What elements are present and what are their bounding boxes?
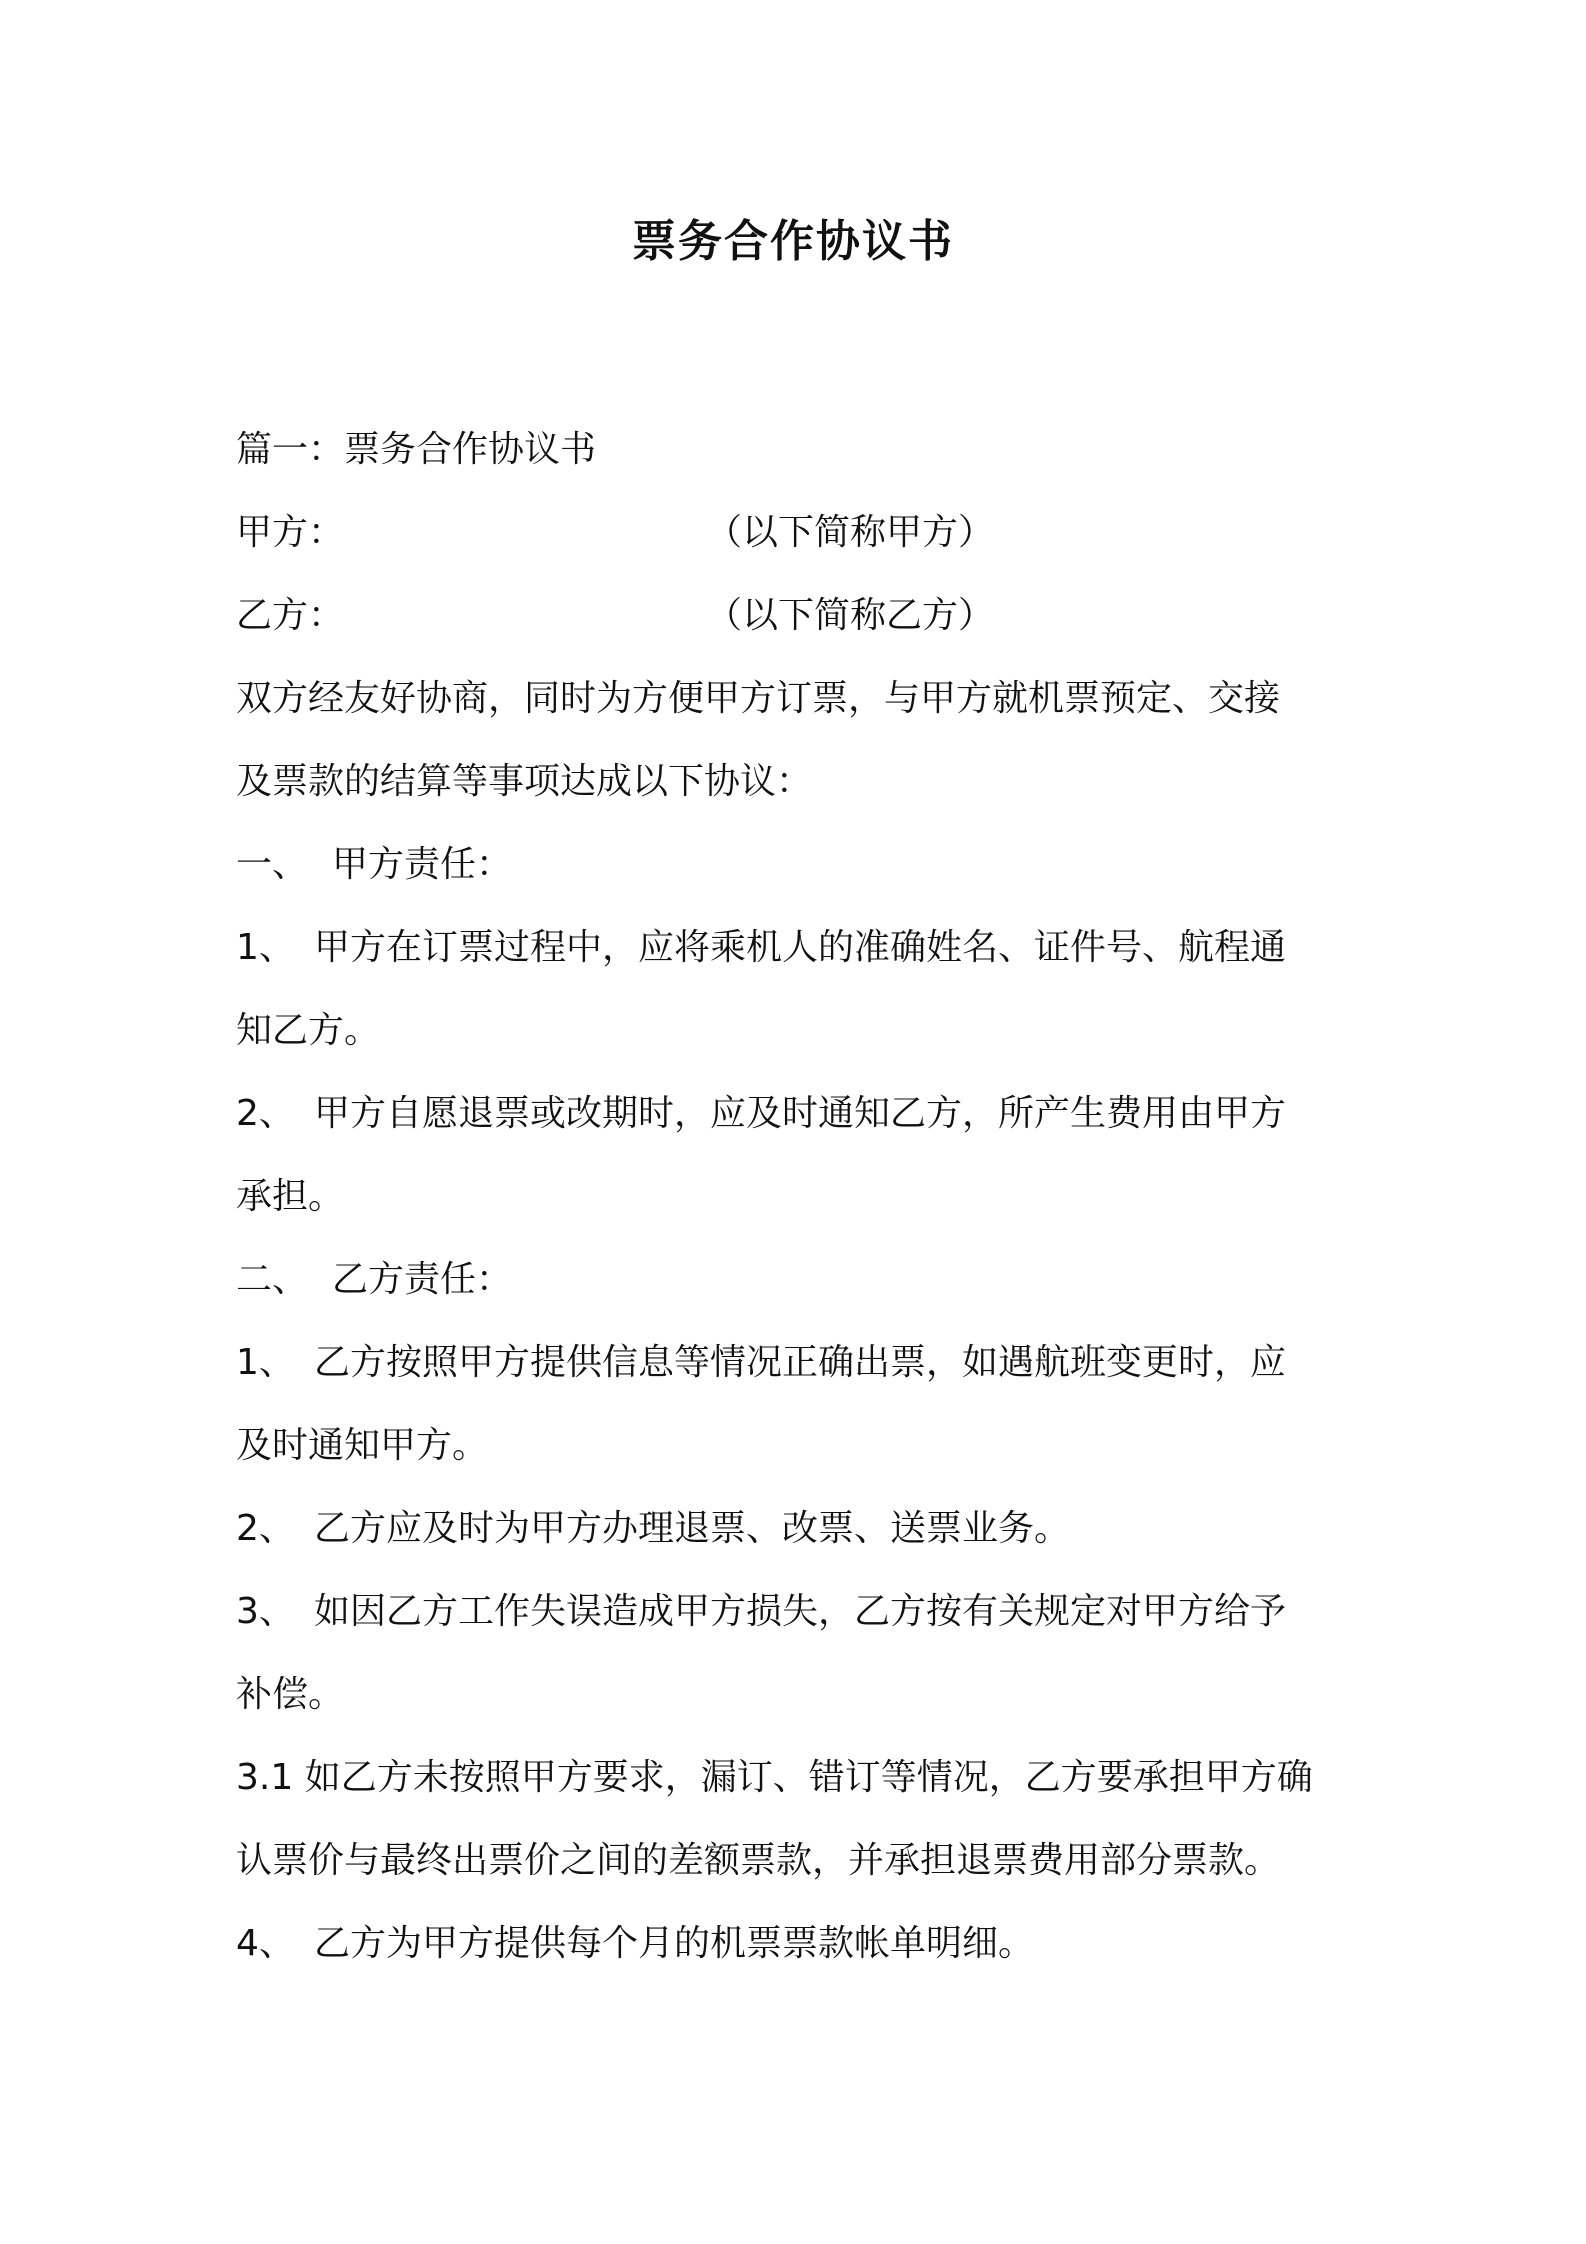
s2-item-1-number: 1、 bbox=[236, 1342, 295, 1383]
s2-item-3-line-1 bbox=[236, 1570, 1366, 1653]
s2-item-2-number: 2、 bbox=[236, 1508, 295, 1549]
intro-line-2: 及票款的结算等事项达成以下协议： bbox=[236, 761, 813, 802]
section-1-number: 一、 bbox=[236, 844, 309, 885]
party-a-label: 甲方： bbox=[236, 512, 345, 553]
s1-item-1-number: 1、 bbox=[236, 927, 295, 968]
s1-item-2-line-2: 承担。 bbox=[236, 1176, 345, 1217]
party-b-line bbox=[236, 574, 1366, 657]
s2-item-3-line-2: 补偿。 bbox=[236, 1674, 345, 1715]
s1-item-2-line-1 bbox=[236, 1072, 1366, 1155]
s2-sub-item-line-1: 3.1 如乙方未按照甲方要求，漏订、错订等情况，乙方要承担甲方确 bbox=[236, 1757, 1313, 1798]
party-b-label: 乙方： bbox=[236, 595, 345, 636]
section-1-title: 甲方责任： bbox=[332, 844, 513, 885]
s2-item-2-line-1 bbox=[236, 1487, 1366, 1570]
s2-item-4-line-1 bbox=[236, 1902, 1366, 1985]
party-a-line bbox=[236, 491, 1366, 574]
document-title: 票务合作协议书 bbox=[632, 216, 954, 267]
section-1-heading bbox=[236, 823, 1366, 906]
party-b-note: （以下简称乙方） bbox=[706, 595, 995, 636]
document-body bbox=[236, 408, 1366, 1985]
s1-item-1-line-1 bbox=[236, 906, 1366, 989]
s2-item-4-number: 4、 bbox=[236, 1923, 295, 1964]
s2-item-1-text: 乙方按照甲方提供信息等情况正确出票，如遇航班变更时，应 bbox=[314, 1342, 1287, 1383]
s2-item-3-text: 如因乙方工作失误造成甲方损失，乙方按有关规定对甲方给予 bbox=[314, 1591, 1287, 1632]
section-2-number: 二、 bbox=[236, 1259, 309, 1300]
section-2-heading bbox=[236, 1238, 1366, 1321]
s2-item-1-line-1 bbox=[236, 1321, 1366, 1404]
section-2-title: 乙方责任： bbox=[332, 1259, 513, 1300]
s1-item-2-text: 甲方自愿退票或改期时，应及时通知乙方，所产生费用由甲方 bbox=[314, 1093, 1287, 1134]
s2-item-3-number: 3、 bbox=[236, 1591, 295, 1632]
intro-line-1: 双方经友好协商，同时为方便甲方订票，与甲方就机票预定、交接 bbox=[236, 678, 1281, 719]
party-a-note: （以下简称甲方） bbox=[706, 512, 995, 553]
s1-item-1-line-2: 知乙方。 bbox=[236, 1010, 381, 1051]
s2-sub-item-line-2: 认票价与最终出票价之间的差额票款，并承担退票费用部分票款。 bbox=[236, 1840, 1281, 1881]
s2-item-2-text: 乙方应及时为甲方办理退票、改票、送票业务。 bbox=[314, 1508, 1071, 1549]
chapter-heading: 篇一：票务合作协议书 bbox=[236, 429, 597, 470]
s2-item-4-text: 乙方为甲方提供每个月的机票票款帐单明细。 bbox=[314, 1923, 1035, 1964]
s1-item-2-number: 2、 bbox=[236, 1093, 295, 1134]
s2-item-1-line-2: 及时通知甲方。 bbox=[236, 1425, 489, 1466]
s1-item-1-text: 甲方在订票过程中，应将乘机人的准确姓名、证件号、航程通 bbox=[314, 927, 1287, 968]
